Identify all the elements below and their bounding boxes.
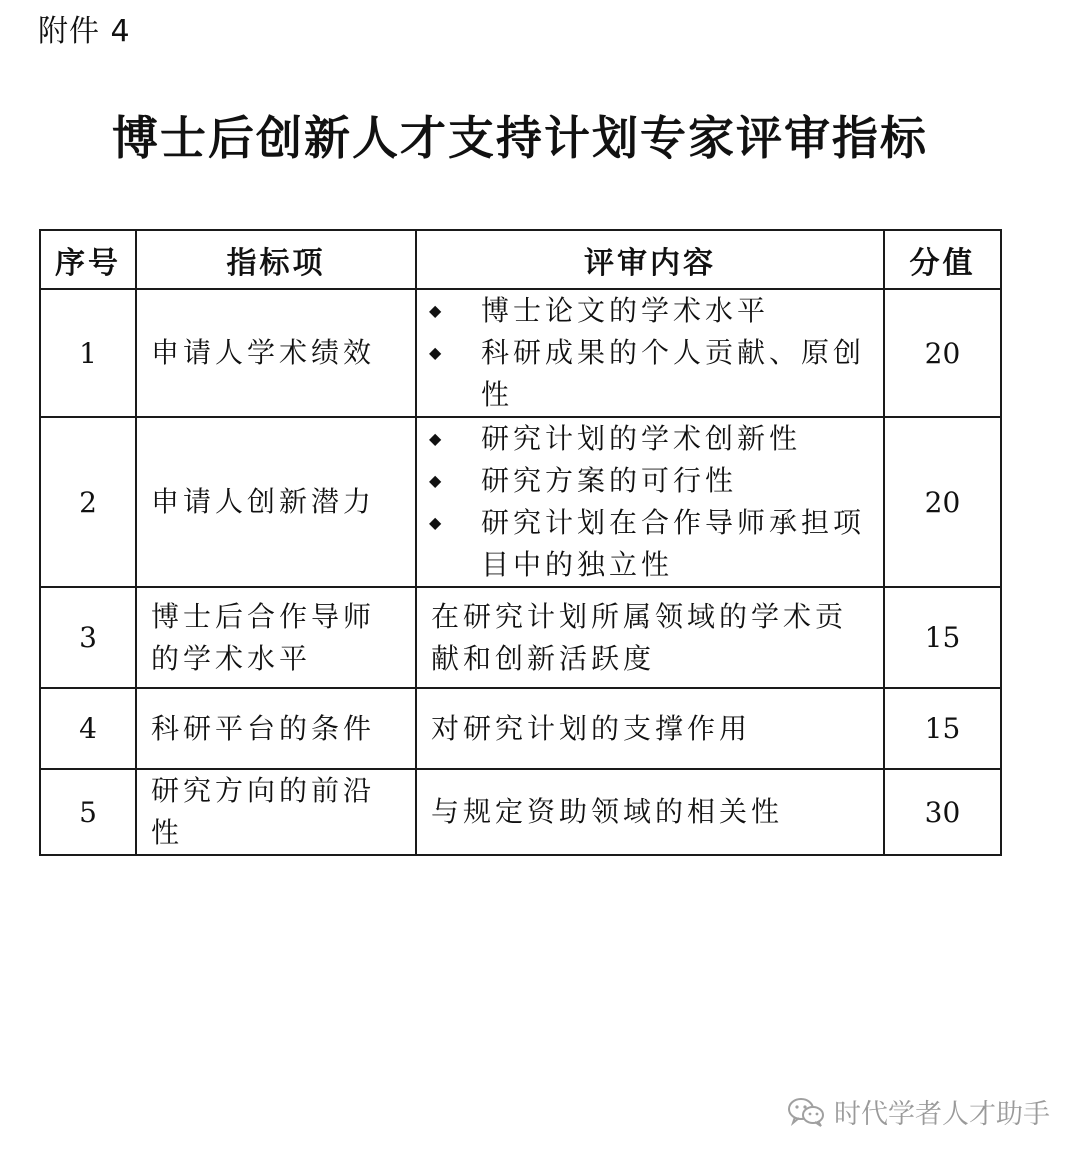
row-content: 对研究计划的支撑作用: [416, 688, 884, 769]
row-seq: 4: [40, 688, 136, 769]
row-score: 20: [884, 417, 1001, 587]
table-row: [40, 769, 1001, 855]
row-score: 20: [884, 289, 1001, 417]
list-item: [429, 418, 873, 460]
diamond-bullet-icon: ◆: [429, 429, 446, 448]
row-item: 申请人创新潜力: [136, 417, 416, 587]
row-seq: 5: [40, 769, 136, 855]
diamond-bullet-icon: ◆: [429, 343, 446, 362]
bullet-text: 研究计划在合作导师承担项目中的独立性: [481, 506, 866, 581]
list-item: [429, 290, 873, 332]
row-item: 科研平台的条件: [136, 688, 416, 769]
row-score: 15: [884, 587, 1001, 688]
document-title: 博士后创新人才支持计划专家评审指标: [112, 111, 928, 165]
evaluation-criteria-table: [39, 229, 1002, 856]
row-content: [416, 417, 884, 587]
bullet-text: 研究方案的可行性: [481, 464, 738, 497]
table-header-row: [40, 230, 1001, 289]
list-item: [429, 502, 873, 586]
watermark-text: 时代学者人才助手: [834, 1099, 1050, 1130]
diamond-bullet-icon: ◆: [429, 513, 446, 532]
bullet-text: 科研成果的个人贡献、原创性: [481, 336, 866, 411]
table-row: [40, 688, 1001, 769]
table-row: [40, 587, 1001, 688]
row-item: 研究方向的前沿性: [136, 769, 416, 855]
header-seq: 序号: [40, 230, 136, 289]
table-row: [40, 289, 1001, 417]
row-seq: 1: [40, 289, 136, 417]
header-item: 指标项: [136, 230, 416, 289]
row-score: 15: [884, 688, 1001, 769]
watermark: [786, 1092, 1050, 1131]
row-item: 申请人学术绩效: [136, 289, 416, 417]
row-content: 与规定资助领域的相关性: [416, 769, 884, 855]
row-seq: 3: [40, 587, 136, 688]
attachment-label: 附件 4: [38, 14, 131, 49]
header-content: 评审内容: [416, 230, 884, 289]
bullet-text: 博士论文的学术水平: [481, 294, 770, 327]
row-seq: 2: [40, 417, 136, 587]
row-content: [416, 289, 884, 417]
bullet-text: 研究计划的学术创新性: [481, 422, 802, 455]
list-item: [429, 460, 873, 502]
list-item: [429, 332, 873, 416]
row-score: 30: [884, 769, 1001, 855]
table-row: [40, 417, 1001, 587]
diamond-bullet-icon: ◆: [429, 471, 446, 490]
header-score: 分值: [884, 230, 1001, 289]
row-item: 博士后合作导师的学术水平: [136, 587, 416, 688]
diamond-bullet-icon: ◆: [429, 301, 446, 320]
wechat-icon: [786, 1096, 826, 1128]
row-content: 在研究计划所属领域的学术贡献和创新活跃度: [416, 587, 884, 688]
